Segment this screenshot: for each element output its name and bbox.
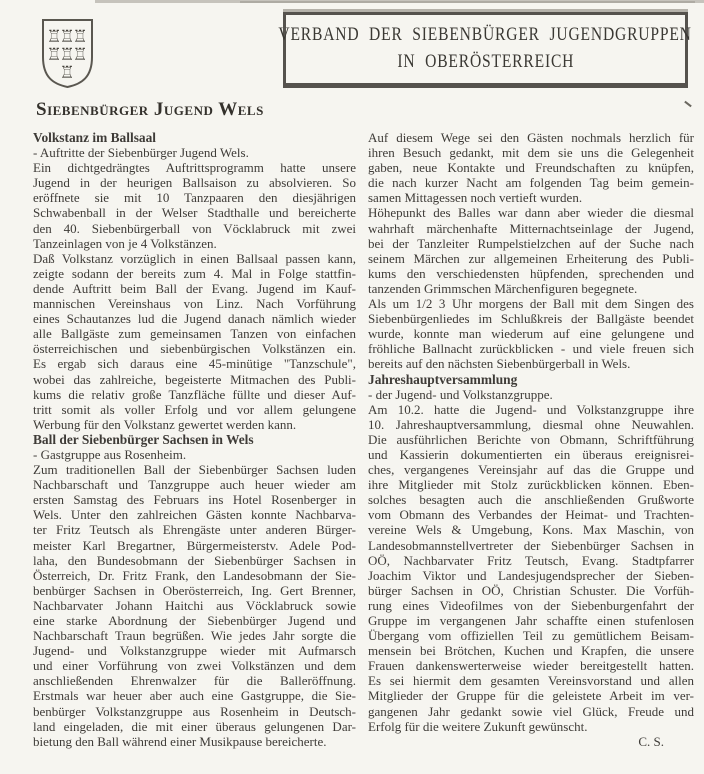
paragraph-subtitle: - Gastgruppe aus Rosenheim. bbox=[33, 446, 187, 462]
text-line: benbürger Volkstanzgruppe aus Rosenheim in Deutsch- bbox=[33, 703, 356, 719]
text-line: die nach kurzer Nacht am folgenden Tag beim gemein- bbox=[368, 175, 694, 191]
text-line: gangenen Jahr gedankt sowie viel Glück, Freude und bbox=[368, 703, 694, 719]
text-line: Erfolg für die weitere Zukunft gewünscht. bbox=[368, 718, 588, 734]
text-line: Joachim Viktor und Landesjugendsprecher der Sieben- bbox=[368, 567, 694, 583]
text-line: vom Obmann des Verbandes der Heimat- und Trachten- bbox=[368, 507, 694, 523]
text-line: Am 10.2. hatte die Jugend- und Volkstanzgruppe ihre bbox=[368, 401, 694, 417]
text-line: kums die relativ große Tanzfläche füllte und dieser Auf- bbox=[33, 386, 356, 402]
text-line: eines Schautanzes lud die Jugend danach nämlich wieder bbox=[33, 311, 356, 327]
text-line: ersten Samstag des Februars ins Hotel Rosenberger in bbox=[33, 492, 356, 508]
text-line: Schwabenball in der Welser Stadthalle und bereicherte bbox=[33, 205, 356, 221]
text-line: alle Ballgäste zum gemeinsamen Tanzen von einfachen bbox=[33, 326, 356, 342]
tower-icon: ♖ bbox=[59, 45, 75, 65]
text-line: eröffnete sie mit 10 Tanzpaaren den diesjährigen bbox=[33, 190, 356, 206]
siebenbuergen-coat-of-arms-icon bbox=[40, 17, 95, 90]
text-line: ches, vergangenes Vereinsjahr auf das die Gruppe und bbox=[368, 462, 694, 478]
tower-icon: ♖ bbox=[46, 27, 62, 47]
text-line: ter Fritz Teutsch als Ehrengäste unter anderen Bürger- bbox=[33, 522, 356, 538]
text-line: dende Auftritt beim Ball der Evang. Jugend im Kauf- bbox=[33, 280, 356, 296]
text-line: land eingeladen, die mit einer überaus gelungenen Dar- bbox=[33, 718, 356, 734]
text-line: ihre Mitglieder mit Stolz zurückblicken können. Eben- bbox=[368, 477, 694, 493]
paragraph-subtitle: - Auftritte der Siebenbürger Jugend Wels. bbox=[33, 145, 249, 161]
masthead-title-line-1: VERBAND DER SIEBENBÜRGER JUGENDGRUPPEN bbox=[278, 24, 693, 46]
text-line: tritt somit als voller Erfolg und vor allem gelungene bbox=[33, 401, 356, 417]
text-line: Werbung für den Volkstanz gewertet werden kann. bbox=[33, 416, 297, 432]
tower-icon: ♖ bbox=[46, 45, 62, 65]
text-line: Übergang vom offiziellen Teil zu gemütlichem Beisam- bbox=[368, 628, 694, 644]
scan-artifact-tick bbox=[684, 101, 692, 108]
masthead-title-line-2: IN OBERÖSTERREICH bbox=[397, 51, 574, 72]
text-line: wahrhaft märchenhafte Mitternachtseinlage der Jugend, bbox=[368, 220, 694, 236]
text-line: Landesobmannstellvertreter der Siebenbürger Sachsen in bbox=[368, 537, 694, 553]
section-title: Siebenbürger Jugend Wels bbox=[36, 99, 264, 120]
text-line: wobei das zahlreiche, begeisterte Mitmachen des Publi- bbox=[33, 371, 356, 387]
text-line: Nachbarvater Johann Haitchi aus Vöcklabruck sowie bbox=[33, 597, 356, 613]
masthead-title-box bbox=[278, 12, 693, 88]
text-line: Ein dichtgedrängtes Auftrittsprogramm hatte unsere bbox=[33, 160, 356, 176]
text-line: Es sei hiermit dem gesamten Vereinsvorstand und allen bbox=[368, 673, 694, 689]
paragraph-heading: Jahreshauptversammlung bbox=[368, 371, 518, 387]
masthead bbox=[40, 12, 692, 92]
scan-artifact-top-streak-dark bbox=[240, 1, 695, 3]
text-line: eine starke Abordnung der Siebenbürger Jugend und bbox=[33, 613, 356, 628]
text-line: Gruppe im vergangenen Jahr schaffte einen stufenlosen bbox=[368, 613, 694, 628]
text-line: seinem Märchen zur allgemeinen Erheiterung des Publi- bbox=[368, 250, 694, 266]
tower-icon: ♖ bbox=[72, 27, 88, 47]
text-line: bietung den Ball während einer Musikpause bereicherte. bbox=[33, 733, 327, 749]
text-line: OÖ, Nachbarvater Fritz Teutsch, Evang. Stadtpfarrer bbox=[368, 552, 694, 568]
text-line: tanzenden Grimmschen Märchenfiguren begegnete. bbox=[368, 280, 638, 296]
text-line: vereine Wels & Umgebung, Kons. Max Maschin, von bbox=[368, 522, 694, 538]
text-line: Auf diesem Wege sei den Gästen nochmals herzlich für bbox=[368, 130, 694, 145]
text-line: Frauen dankenswerterweise wieder bereitgestellt hatten. bbox=[368, 658, 694, 674]
text-line: zeigte sodann der bereits zum 4. Mal in Folge stattfin- bbox=[33, 265, 356, 281]
text-line: österreichischen und siebenbürgischen Volkstänzen ein. bbox=[33, 341, 356, 357]
column-right bbox=[368, 130, 694, 749]
text-line: und einer Vorführung von zwei Volkstänzen und dem bbox=[33, 658, 356, 674]
text-line: Jugend in der heurigen Ballsaison zu absolvieren. So bbox=[33, 175, 356, 191]
text-line: meister Karl Bregartner, Bürgermeisterstv. Adele Pod- bbox=[33, 537, 356, 553]
text-line: Höhepunkt des Balles war dann aber wieder die diesmal bbox=[368, 205, 694, 221]
text-line: Jugend- und Volkstanzgruppe wieder mit Aufmarsch bbox=[33, 643, 356, 659]
column-left bbox=[33, 130, 356, 749]
text-line: ihren Besuch gedankt, mit dem sie uns die Gelegenheit bbox=[368, 145, 694, 161]
article-body bbox=[33, 130, 694, 749]
text-line: samen Mittagessen noch vertieft wurden. bbox=[368, 190, 583, 206]
tower-icon: ♖ bbox=[59, 63, 75, 83]
text-line: benbürger Sachsen in Oberösterreich, Ing. Gert Brenner, bbox=[33, 582, 356, 598]
text-line: Tanzeinlagen von je 4 Volkstänzen. bbox=[33, 235, 217, 251]
text-line: kums den verschiedensten hüpfenden, sprechenden und bbox=[368, 265, 694, 281]
paragraph-heading: Ball der Siebenbürger Sachsen in Wels bbox=[33, 431, 254, 447]
text-line: Daß Volkstanz vorzüglich in einen Ballsaal passen kann, bbox=[33, 250, 356, 266]
text-line: Österreich, Dr. Fritz Frank, den Landesobmann der Sie- bbox=[33, 567, 356, 583]
text-line: und Kassierin dokumentierten ein überaus ereignisrei- bbox=[368, 446, 694, 462]
text-line: solches besagten auch die anschließenden Grußworte bbox=[368, 492, 694, 508]
text-line: bereits auf den nächsten Siebenbürgerball in Wels. bbox=[368, 356, 631, 372]
text-line: Die ausführlichen Berichte von Obmann, Schriftführung bbox=[368, 431, 694, 447]
text-line: Es ergab sich daraus eine 45-minütige "Tanzschule", bbox=[33, 356, 356, 372]
tower-icon: ♖ bbox=[72, 45, 88, 65]
text-line: anschließenden Ehrenwalzer für die Balleröffnung. bbox=[33, 673, 356, 689]
text-line: den 40. Siebenbürgerball von Vöcklabruck mit zwei bbox=[33, 220, 356, 236]
text-line: laha, den Bundesobmann der Siebenbürger Sachsen in bbox=[33, 552, 356, 568]
text-line: fröhliche Ballnacht zurückblicken - und viele freuen sich bbox=[368, 341, 694, 357]
text-line: wurde, konnte man wiederum auf eine gelungene und bbox=[368, 326, 694, 342]
text-line: Zum traditionellen Ball der Siebenbürger Sachsen luden bbox=[33, 462, 356, 478]
text-line: Erstmals war heuer aber auch eine Gastgruppe, die Sie- bbox=[33, 688, 356, 704]
text-line: mensein bei Brötchen, Kuchen und Krapfen, die unsere bbox=[368, 643, 694, 659]
text-line: gaben, neue Kontakte und Freundschaften zu knüpfen, bbox=[368, 160, 694, 176]
tower-icon: ♖ bbox=[59, 27, 75, 47]
text-line: Nachbarschaft Traun begrüßen. Wie jedes Jahr sorgte die bbox=[33, 628, 356, 644]
author-initials: C. S. bbox=[638, 733, 664, 749]
text-line: 10. Jahreshauptversammlung, diesmal ohne Neuwahlen. bbox=[368, 416, 694, 432]
text-line: bei der Tanzleiter Rumpelstielzchen auf der Suche nach bbox=[368, 235, 694, 251]
paragraph-heading: Volkstanz im Ballsaal bbox=[33, 130, 157, 145]
text-line: mannischen Vereinshaus von Linz. Nach Vorführung bbox=[33, 296, 356, 312]
text-line: rung eines Videofilmes von der Siebenburgenfahrt der bbox=[368, 597, 694, 613]
text-line: bürger Sachsen in OÖ, Christian Schuster. Die Vorfüh- bbox=[368, 582, 694, 598]
text-line: Als um 1/2 3 Uhr morgens der Ball mit dem Singen des bbox=[368, 296, 694, 312]
paragraph-subtitle: - der Jugend- und Volkstanzgruppe. bbox=[368, 386, 553, 402]
text-line: Siebenbürgenliedes im Schlußkreis der Ballgäste beendet bbox=[368, 311, 694, 327]
text-line: Wels. Unter den zahlreichen Gästen konnte Nachbarva- bbox=[33, 507, 356, 523]
text-line: Nachbarschaft und Tanzgruppe auch heuer wieder am bbox=[33, 477, 356, 493]
text-line: Mitglieder der Gruppe für die geleistete Arbeit im ver- bbox=[368, 688, 694, 704]
